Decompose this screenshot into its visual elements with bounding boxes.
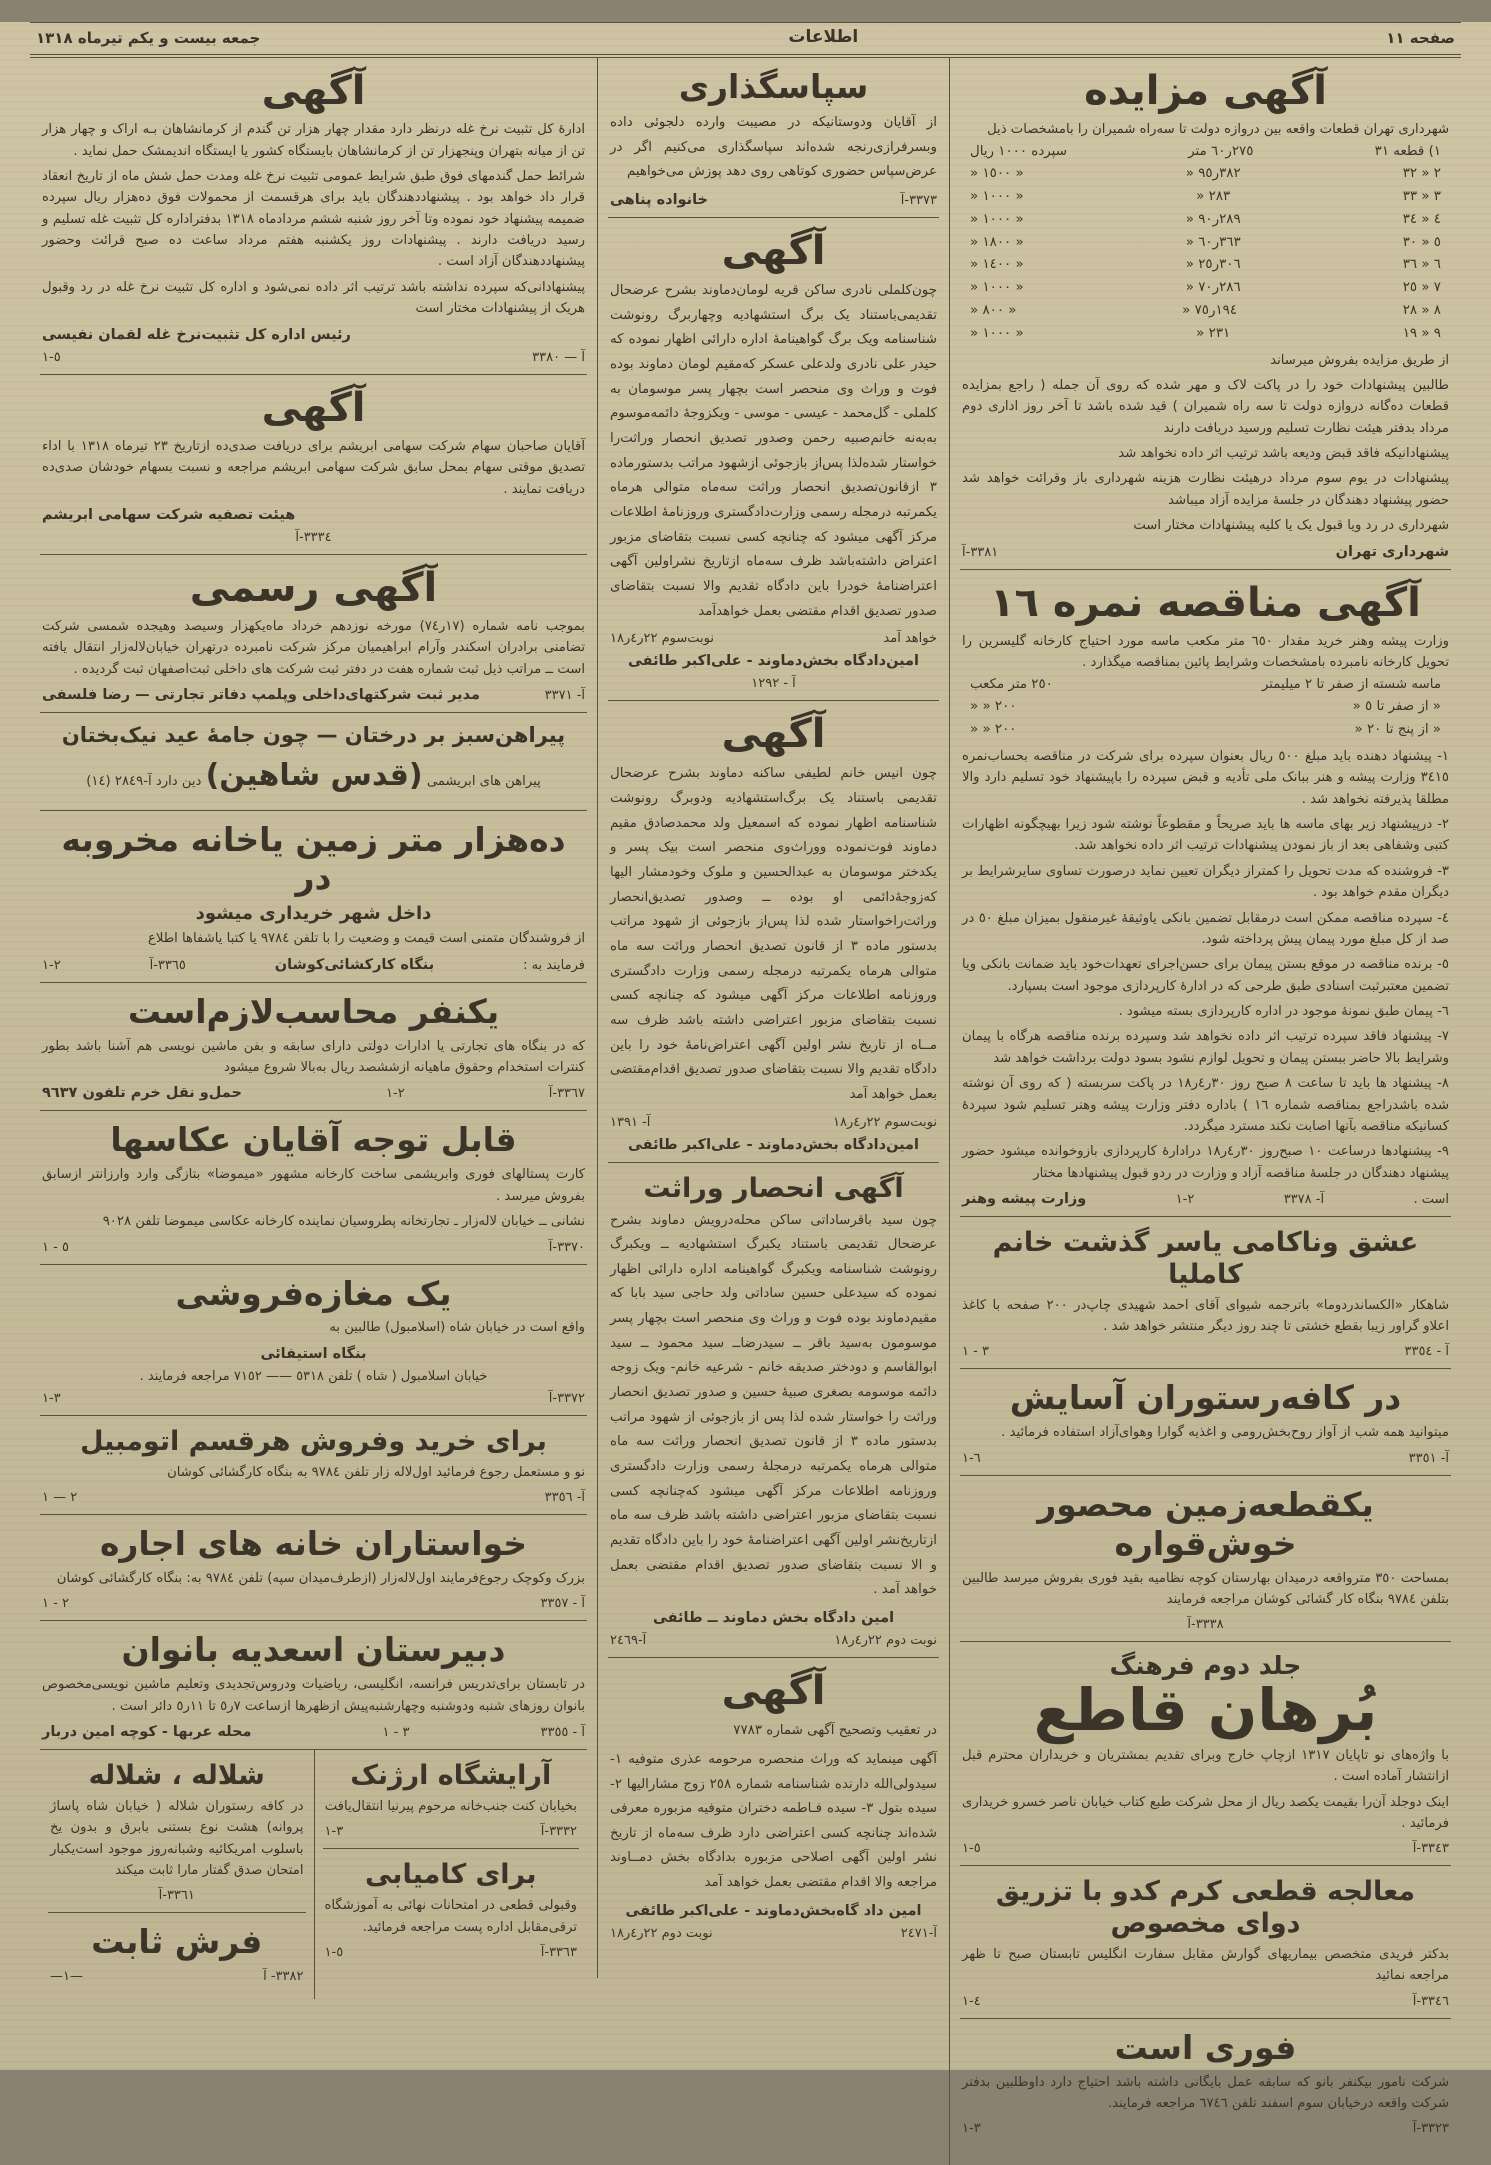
fixed-carpet-ad — [48, 1913, 306, 1993]
footer-item: آ- ١٣٩١ — [610, 1114, 651, 1130]
ad-text-line: بزرک وکوچک رجوع‌فرمایند اول‌لاله‌زار (ازطرف‌میدان سپه) تلفن ٩٧٨٤ به: بنگاه کارگشائی کوشان — [56, 1571, 585, 1587]
correction-notice-2471 — [608, 1658, 939, 1950]
ad-footer — [962, 1617, 1449, 1632]
sub-column — [40, 1750, 314, 1999]
rental-houses-ad — [40, 1515, 587, 1621]
column-middle — [597, 58, 949, 1978]
ad-text-line: با واژه‌های نو تاپایان ١٣١٧ ازچاپ خارج وبرای تقدیم بمشتریان و خریداران محترم قبل ازانتشار آماده است . — [962, 1747, 1450, 1785]
ad-text-line: واقع است در خیابان شاه (اسلامبول) طالبین به — [329, 1320, 585, 1336]
footer-item: ٢ - ١ — [42, 1596, 69, 1612]
ad-text-line: ادارهٔ کل تثبیت نرخ غله درنظر دارد مقدار چهار هزار تن گندم از کرمانشاهان بـه اراک و چهار هزار تن از میانه بتهران وپنجهزار تن از کرمانشاهان بایستگاه کشور یا ایستگاه اندیمشک حمل نماید . — [42, 122, 585, 159]
footer-item: خیابان اسلامبول ( شاه ) تلفن ٥٣١٨ —— ٧١٥٢ مراجعه فرمایند . — [139, 1368, 488, 1384]
table-cell: ٢٨٦ر٧٠ « — [1185, 280, 1241, 296]
table-cell: « ١٠٠٠ « — [970, 211, 1024, 227]
ad-text-line: آقایان صاحبان سهام شرکت سهامی ابریشم برای دریافت صدی‌ده ازتاریخ ٢٣ تیرماه ١٣١٨ با اداء تصدیق موقتی سهام بمحل سابق شرکت سهامی ابریشم مراجعه و نسبت بسهام خودشان صدی‌ده دریافت نمایند . — [42, 438, 585, 497]
table-cell: « از پنج تا ٢٠ « — [1354, 722, 1441, 738]
ad-text-line: در کافه رستوران شلاله ( خیابان شاه پاساژ پروانه) هشت نوع بستنی بابرق و بدون یخ باسلوب امریکائیه وشبانه‌روز موجود است‌یکبار امتحان صدق گفتار مارا ثابت میکند — [50, 1798, 304, 1879]
ad-text-line: شهرداری در رد ویا قبول یک یا کلیه پیشنهادات مختار است — [1133, 518, 1449, 534]
footer-item: آ - ٣٣٥٧ — [540, 1596, 585, 1612]
ad-headline: در کافه‌رستوران آسایش — [1009, 1378, 1402, 1418]
table-cell: « ١٨٠٠ « — [970, 234, 1024, 250]
ad-footer — [962, 1191, 1449, 1207]
footer-item: امین‌دادگاه بخش‌دماوند - علی‌اکبر طائفی — [628, 653, 919, 670]
footer-item: ٢ — ١ — [42, 1490, 78, 1506]
ad-headline: برای خرید وفروش هرقسم اتومبیل — [80, 1425, 547, 1457]
footer-item: —١— — [50, 1969, 83, 1985]
ad-headline: سپاسگذاری — [678, 67, 869, 106]
table-cell: سپرده ١٠٠٠ ریال — [970, 143, 1067, 159]
footer-item: آ — ٣٣٨٠ — [532, 349, 585, 365]
silk-company-notice — [40, 375, 587, 555]
ad-headline: آرایشگاه ارژنک — [350, 1760, 552, 1792]
bottom-split-section — [40, 1750, 587, 1999]
footer-item: ٣٣٨٢- آ — [263, 1969, 304, 1985]
table-cell: ماسه شسته از صفر تا ٢ میلیمتر — [1261, 676, 1441, 692]
ad-headline: شلاله ، شلاله — [88, 1760, 265, 1792]
ad-text-line: بموجب نامه شماره (١٧ر٧٤) مورخه نوزدهم خرداد ماه‌یکهزار وسیصد وهیجده شمسی شرکت تضامنی برادران اسکندر وآرام ابراهیمیان مرکز شرکت نامبرده درتهران خیابان‌لاله‌زار انتقال یافته است ــ مراتب ذیل ثبت شماره هفت در دفتر ثبت شرکت های داخلی ثبت‌اصفهان ثبت گردیده . — [42, 619, 585, 677]
footer-item: امین‌دادگاه بخش‌دماوند - علی‌اکبر طائفی — [628, 1136, 919, 1153]
ad-headline: آگهی انحصار وراثت — [643, 1172, 904, 1204]
ad-footer — [962, 2121, 1449, 2136]
footer-item: ٣٣٦٥-آ — [149, 957, 186, 973]
table-cell: ٣٦٣ر٦٠ « — [1185, 234, 1241, 250]
brand-name: (قدس شاهین) — [205, 757, 423, 793]
footer-item: ٣٣٦١-آ — [158, 1888, 195, 1904]
ad-text-line: در تعقیب وتصحیح آگهی شماره ٧٧٨٣ — [733, 1723, 937, 1739]
table-row — [962, 300, 1449, 323]
table-cell: ٢٣١ « — [1196, 325, 1231, 341]
ad-text-line: چون‌کلملی نادری ساکن قریه لومان‌دماوند بشرح عرضحال تقدیمی‌باستناد یک برگ استشهادیه وچهاربرگ رونوشت شناسنامه ویک برگ گواهینامهٔ اداره دارائی اظهار نموده که حیدر علی نادری ولدعلی عسکر که‌مقیم لومان دماوند بوده فوت و وراث وی منحصر است بچهار پسر موسومان به کلملی - گل‌محمد - عیسی - موسی - ویکزوجهٔ دائمه‌موسوم به‌به‌نه خانم‌صبیه رحمن وصدور تصدیق انحصار وراثت‌را خواستار شده‌لذا پس‌از بازجوئی ازشهود مراتب بدستورماده ٣ ازقانون‌تصدیق انحصار وراثت سه‌ماه متوالی هرماه یکمرتبه درمجله رسمی وزارت‌دادگستری وروزنامهٔ اطلاعات مرکز آگهی میشود که چنانچه کسی نسبت بتقاضای مزبور اعتراض داشته‌باشد ظرف سه‌ماه ازتاریخ نشراولین آگهی اعتراضنامهٔ خودرا باین دادگاه تقدیم والا نسبت بتقاضای صدور تصدیق اقدام مقتضی بعمل خواهدآمد — [610, 283, 937, 619]
ad-footer — [610, 631, 937, 646]
footer-item: ٢-١ — [386, 1086, 405, 1102]
ad-text-line: ٨- پیشنهاد ها باید تا ساعت ٨ صبح روز ٣٠ر٤ر١٨ در پاکت سربسته ( که روی آن نوشته شده باشدراجع بمناقصه شماره ١٦ ) باداره دفتر وزارت پیشه وهنر تسلیم شود سپردهٔ کسانیکه مناقصه بآنها اصابت نکند مسترد میگردد. — [962, 1076, 1449, 1134]
ad-footer — [610, 192, 937, 208]
ad-headline: آگهی رسمی — [189, 564, 438, 611]
table-cell: ٢٥٠ متر مکعب — [970, 676, 1053, 692]
footer-item: آ - ١٢٩٢ — [751, 676, 796, 692]
ad-text-line: طالبین پیشنهادات خود را در پاکت لاک و مهر شده که روی آن جمله ( راجع بمزایده قطعات ده‌گانه دروازه دولت تا سه راه شمیران ) قید شده باشد تا آخر روز اداری دوم مرداد بدفتر هیئت نظارت تسلیم ورسید دریافت دارند — [962, 377, 1449, 436]
footer-item: ٣٣٤٦-آ — [1412, 1993, 1449, 2009]
footer-item: ٣-١ — [42, 1390, 61, 1406]
shalaleh-icecream-ad — [48, 1750, 306, 1913]
footer-item: امین دادگاه بخش دماوند ــ طائفی — [652, 1610, 895, 1627]
footer-item: ٣٣٦٣-آ — [540, 1944, 577, 1960]
columns-wrapper — [30, 58, 1461, 2165]
camellia-book-ad — [960, 1217, 1451, 1369]
footer-item: ٣٣٧٣-آ — [900, 192, 937, 208]
table-cell: ٣ « ٣٣ — [1402, 189, 1441, 205]
newspaper-title: اطلاعات — [788, 27, 859, 47]
ad-footer — [325, 1945, 578, 1960]
ad-text-line: ٤- سپرده مناقصه ممکن است درمقابل تضمین بانکی یاوثیقهٔ غیرمنقول بمیزان مبلغ ٥٠ در صد از کل مبلغ مورد پیمان پیش پرداخته شود. — [962, 910, 1450, 947]
ad-text-line: شرائط حمل گندمهای فوق طبق شرایط عمومی تثبیت نرخ غله ومدت حمل شش ماه از تاریخ انعقاد قرار داد خواهد بود . پیشنهاددهندگان باید برای هرقسمت از محمولات فوق ده‌هزار ریال سپرده ضمیمه پیشنهاد خود نموده وتا آخر روز شنبه ششم مردادماه ١٣١٨ بدفتراداره کل تثبیت غله تسلیم و رسید دریافت دارند . پیشنهادات روز یکشنبه هفتم مرداد ساعت ده صبح قرائت وحضور پیشنهاددهندگان آزاد است . — [42, 168, 585, 270]
ad-text-line: ٧- پیشنهاد فاقد سپرده ترتیب اثر داده نخواهد شد وسپرده برنده مناقصه هرگاه با پیمان وشرایط بالا حاضر ببستن پیمان و تحویل لوازم نشود بسود دولت برداشت خواهد شد — [962, 1029, 1449, 1066]
footer-item: خانواده پناهی — [610, 191, 708, 208]
table-row — [962, 254, 1449, 277]
newspaper-page — [0, 22, 1491, 2137]
footer-item: نوبت‌سوم ٢٢ر٤ر١٨ — [610, 631, 714, 647]
footer-item: آ- ٣٣٧١ — [544, 688, 585, 704]
ad-text-line: شرکت نامور بیکنفر بانو که سابقه عمل بایگانی داشته باشد احتیاج دارد داوطلبین بدفتر شرکت واقعه درخیابان سوم اسفند تلفن ٦٧٤٦ مراجعه فرمایند. — [962, 2074, 1449, 2112]
footer-item: آ - ٣٣٥٥ — [540, 1725, 585, 1741]
ad-text-line: بدکتر فریدی متخصص بیماریهای گوارش مقابل سفارت انگلیس تابستان صبح تا ظهر مراجعه نمائید — [962, 1947, 1449, 1984]
footer-item: ٣٣٧٢-آ — [548, 1390, 585, 1406]
official-registry-notice — [40, 555, 587, 713]
urgent-ad — [960, 2019, 1451, 2146]
ad-headline: دبیرستان اسعدیه بانوان — [121, 1630, 506, 1670]
footer-item: آ - ٣٣٥٤ — [1404, 1344, 1449, 1360]
ad-footer — [962, 544, 1449, 560]
footer-item: مدیر ثبت شرکتهای‌داخلی وپلمپ دفاتر تجارتی — رضا فلسفی — [42, 687, 480, 704]
footer-item: ٦-١ — [962, 1450, 981, 1466]
ad-headline: بُرهان قاطع — [1033, 1675, 1378, 1744]
table-cell: ٤ « ٣٤ — [1402, 211, 1441, 227]
shop-for-sale-ad — [40, 1265, 587, 1416]
ad-text-line: آگهی مینماید که وراث منحصره مرحومه عذری متوفیه ١-سیدولی‌الله دارنده شناسنامه شماره ٢٥٨ زوج مشارالیها ٢- سیده بتول ٣- سیده فـاطمه دختران متوفیه مزبوره معرفی شده‌اند چنانچه کسی اعتراضی دارد ظرف سه‌ماه از تاریخ نشر اولین آگهی اصلاحی مزبوره بدادگاه بخش دمــاوند مراجعه والا اقدام مقتضی بعمل خواهد آمد — [610, 1751, 938, 1891]
table-cell: ٧ « ٢٥ — [1402, 280, 1441, 296]
table-row — [962, 323, 1449, 346]
footer-item: فرمایند به : — [523, 957, 585, 973]
ad-headline: یک مغازه‌فروشی — [175, 1273, 452, 1313]
table-cell: « ١٤٠٠ « — [970, 257, 1024, 273]
table-cell: ٦ « ٣٦ — [1402, 257, 1441, 273]
ad-headline: آگهی مناقصه نمره ١٦ — [990, 579, 1421, 626]
ad-headline: پیراهن‌سبز بر درختان — چون جامهٔ عید نیک‌بختان — [61, 723, 566, 748]
table-cell: ١٩٤ر٧٥ « — [1182, 303, 1238, 319]
ad-footer — [42, 1369, 585, 1384]
tapeworm-treatment-ad — [960, 1866, 1451, 2018]
footer-item: ٣ - ١ — [962, 1344, 989, 1360]
footer-item: نوبت دوم ٢٢ر٤ر١٨ — [834, 1633, 937, 1649]
table-cell: « از صفر تا ٥ « — [1352, 699, 1441, 715]
ad-footer — [962, 1841, 1449, 1856]
ad-headline: برای کامیابی — [364, 1859, 537, 1891]
ad-text-line: اینک دوجلد آن‌را بقیمت یکصد ریال از محل شرکت طبع کتاب خیابان ناصر خسرو خریداری فرمائید . — [962, 1794, 1449, 1831]
table-cell: ٢ « ٣٢ — [1402, 166, 1441, 182]
footer-item: ٥-١ — [42, 349, 61, 365]
ad-headline: آگهی — [721, 1668, 826, 1715]
ad-text-line: پیشنهادات در یوم سوم مرداد درهیئت نظارت هزینه شهرداری باز وقرائت خواهد شد حضور پیشنهاد دهندگان در جلسهٔ مزایده آزاد میباشد — [962, 471, 1449, 508]
ad-headline: آگهی — [261, 68, 366, 114]
footer-item: ٣٣٧٠-آ — [548, 1239, 585, 1255]
footer-item: ٢-١ — [1175, 1192, 1195, 1207]
footer-item: نوبت‌سوم ٢٢ر٤ر١٨ — [833, 1114, 937, 1130]
ad-footer — [42, 1596, 585, 1611]
ad-text-line: میتوانید همه شب از آواز روح‌بخش‌رومی و اغذیه گوارا وهوای‌آزاد استفاده فرمائید . — [1001, 1425, 1449, 1441]
car-trade-ad — [40, 1416, 587, 1515]
footer-item: بنگاه کارکشائی‌کوشان — [274, 956, 435, 973]
ad-footer — [50, 1969, 304, 1984]
ad-footer — [42, 1391, 585, 1406]
footer-item: آ-٢٤٦٩ — [610, 1633, 647, 1649]
ad-footer — [42, 507, 585, 523]
ad-text-line: که در بنگاه های تجارتی یا ادارات دولتی دارای سابقه و بفن ماشین نویسی هم آشنا باشد بطور کنترات استخدام وحقوق ماهیانه ازششصد ریال به‌بالا شروع میشود — [42, 1038, 585, 1076]
ad-footer — [42, 687, 585, 703]
ad-footer — [42, 1346, 585, 1362]
ad-text-line: ٥- برنده مناقصه در موقع بستن پیمان برای حسن‌اجرای تعهدات‌خود باید ضمانت بانکی ویا تضمین معتبرثبت اسنادی طبق طرحی که در ادارهٔ کارپردازی موجود است بسپارد. — [962, 957, 1449, 994]
footer-item: شهرداری تهران — [1335, 543, 1449, 560]
column-left — [30, 58, 597, 2019]
table-cell: ٨ « ٢٨ — [1402, 303, 1441, 319]
footer-item: ٣٣٤٣-آ — [1412, 1841, 1449, 1857]
ad-text-line: ٩- پیشنهادها درساعت ١٠ صبح‌روز ٣٠ر٤ر١٨ درادارهٔ کارپردازی بازوخوانده میشود حضور پیشنهاد دهندگان در جلسهٔ مناقصه آزاد و وزارت در ردو قبول پیشنهادها مختار — [962, 1144, 1449, 1181]
table-cell: « ١٥٠٠ « — [970, 166, 1024, 182]
footer-item: ٣-١ — [962, 2121, 981, 2137]
table-row — [962, 186, 1449, 209]
ad-text-line: از طریق مزایده بفروش میرساند — [1270, 352, 1449, 368]
ad-footer — [42, 350, 585, 365]
table-row — [962, 209, 1449, 232]
ad-footer — [42, 1490, 585, 1505]
ad-text-line: پیشنهادانی‌که سپرده نداشته باشد ترتیب اثر داده نمی‌شود و اداره کل تثبیت نرخ غله در رد وقبول هریک از پیشنهادات مختار است — [42, 279, 585, 317]
ad-footer — [610, 653, 937, 669]
tender-16-notice — [960, 570, 1451, 1217]
sub-column — [314, 1750, 588, 1999]
page-header — [30, 22, 1461, 58]
ad-footer — [42, 1240, 585, 1255]
ad-text-line: شاهکار «الکساندردوما» باترجمه شیوای آقای احمد شهیدی چاپ‌در ٢٠٠ صفحه با کاغذ اعلاو گراور زیبا بقطع خشتی تا چند روز دیگر منتشر خواهد شد . — [962, 1297, 1449, 1335]
ad-headline: قابل توجه آقایان عکاسها — [110, 1120, 517, 1160]
borhan-qate-book-ad — [960, 1642, 1451, 1866]
footer-item: ٥-١ — [324, 1944, 344, 1960]
footer-item: وزارت پیشه وهنر — [962, 1191, 1087, 1207]
ad-text-line: شهرداری تهران قطعات واقعه بین دروازه دولت تا سه‌راه شمیران را بامشخصات ذیل — [987, 122, 1449, 138]
footer-item: ٤-١ — [962, 1993, 981, 2009]
ad-pre-headline: جلد دوم فرهنگ — [1109, 1651, 1302, 1681]
ad-text-line: از فروشندگان متمنی است قیمت و وضعیت را با تلفن ٩٧٨٤ یا کتبا یاشفاها اطلاع — [147, 931, 585, 947]
ad-footer — [610, 1137, 937, 1153]
footer-item: ٣٣٨١-آ — [962, 544, 999, 560]
ad-footer — [962, 1994, 1449, 2009]
ad-mixed-line — [42, 752, 585, 801]
ad-text-line: وقبولی قطعی در امتحانات نهائی به آموزشگاه ترقی‌مقابل اداره پست مراجعه فرمائید. — [324, 1898, 577, 1935]
table-cell: ٥ « ٣٠ — [1402, 234, 1441, 250]
ad-headline: یکنفر محاسب‌لازم‌است — [127, 991, 500, 1031]
table-row — [962, 232, 1449, 255]
ad-text-line: نشانی ــ خیابان لاله‌زار ـ تجارتخانه پطروسیان نماینده کارخانه عکاسی میموضا تلفن ٩٠٢٨ — [102, 1214, 585, 1230]
ad-headline: معالجه قطعی کرم کدو با تزریق دوای مخصوص — [995, 1876, 1416, 1940]
ad-text-line: ٢- درپیشنهاد زیر بهای ماسه ها باید صریحاً و مقطوعاً نوشته شود زیرا بهیچگونه اظهارات کتبی وشفاهی بعد از باز نمودن پیشنهادات ترتیب اثر داده نخواهد شد. — [962, 817, 1449, 854]
table-cell: ١) قطعه ٣١ — [1374, 143, 1441, 159]
ad-footer — [42, 957, 585, 973]
ad-text-line: چون سید باقرساداتی ساکن محله‌درویش دماوند بشرح عرضحال تقدیمی باستناد یکبرگ استشهادیه ــ ویکبرگ رونوشت شناسنامه ویکبرگ گواهینامه اداره دارائی اظهار نموده که سیدعلی حسین ساداتی ولد حاجی سید بابا که مقیم‌دماوند بوده فوت و وراث وی منحصر است بچهار پسر موسومون به‌سید باقر ــ سیدرضاــ سید محمود ــ سید ابوالقاسم و دودختر صدیقه خانم - شرعیه خانم- ویک زوجه دائمه موسومه بصغری صبیهٔ حسین و صدور تصدیق انحصار وراثت را خواستار شده لذا پس از بازجوئی از شهود مراتب بدستور ماده ٣ از قانون تصدیق انحصار وراثت سه ماه متوالی هرماه یکمرتبه درمجلهٔ رسمی وزارت دادگستری وروزنامه اطلاعات مرکز آگهی میشود که‌چنانچه کسی نسبت بتقاضای مزبور اعتراضی داشته باشد ظرف سه ماه ازتاریخ‌نشر اولین آگهی اعتراضنامهٔ خود را باین دادگاه تقدیم و الا نسبت بتقاضای صدور تصدیق اقدام مقتضی بعمل خواهد آمد . — [610, 1212, 937, 1598]
footer-item: محله عربها - کوچه امین دربار — [42, 1724, 252, 1741]
accountant-wanted-ad — [40, 983, 587, 1112]
footer-item: ٣٣٣٢-آ — [540, 1824, 577, 1840]
footer-item: آ- ٣٣٥٦ — [544, 1490, 585, 1506]
column-right — [949, 58, 1461, 2165]
table-cell: « ٨٠٠ « — [970, 303, 1017, 319]
issue-date: جمعه بیست و یکم تیرماه ١٣١٨ — [36, 29, 261, 47]
ad-headline: یکقطعه‌زمین محصور خوش‌قواره — [1037, 1484, 1374, 1563]
table-cell: ٢٨٩ر٩٠ « — [1185, 211, 1241, 227]
table-cell: ٣٨٢ر٩٥ « — [1185, 166, 1241, 182]
table-cell: ٩ « ١٩ — [1402, 325, 1441, 341]
ad-headline: آگهی مزایده — [1084, 68, 1327, 114]
ad-text-line: از آقایان ودوستانیکه در مصیبت وارده دلجوئی داده وبسرفرازی‌رنجه شده‌اند سپاسگذاری می‌کنیم اگر در عرض‌سپاس حضوری کوتاهی روی دهد پوزش می‌خواهیم — [610, 114, 937, 180]
ad-footer — [50, 1888, 304, 1903]
asadieh-school-ad — [40, 1621, 587, 1750]
table-cell: ٢٠٠ « « — [970, 722, 1017, 738]
land-parcel-ad — [960, 1476, 1451, 1643]
split-section — [40, 1750, 587, 1999]
table-row — [962, 696, 1449, 719]
table-row — [962, 674, 1449, 697]
footer-item: رئیس اداره کل تثبیت‌نرخ غله لقمان نفیسی — [42, 326, 351, 343]
ad-headline: فرش ثابت — [91, 1922, 263, 1962]
photographers-notice — [40, 1111, 587, 1264]
table-cell: ٣٠٦ر٢٥ « — [1185, 257, 1241, 273]
table-row — [962, 719, 1449, 742]
text-after: دین دارد آ-٢٨٤٩ (١٤) — [86, 773, 206, 789]
table-row — [962, 163, 1449, 186]
footer-item: ٥-١ — [962, 1841, 981, 1857]
footer-item: ٢-١ — [42, 957, 61, 973]
asayesh-cafe-ad — [960, 1369, 1451, 1475]
grain-transport-tender — [40, 58, 587, 375]
ad-footer — [610, 676, 937, 691]
qods-shahin-shirts-ad — [40, 713, 587, 810]
ad-text-line: در تابستان برای‌تدریس فرانسه، انگلیسی، ریاضیات ودروس‌تجدیدی وتعلیم ماشین نویسی‌مخصوص بانوان روزهای شنبه ودوشنبه وچهارشنبه‌پیش ازظهرها ازساعت ٧ر٥ تا ١١ر٥ دائر است . — [42, 1677, 585, 1714]
table-row — [962, 277, 1449, 300]
footer-item: ٣٣٣٨-آ — [1187, 1617, 1224, 1633]
ad-text-line: نو و مستعمل رجوع فرمائید اول‌لاله زار تلفن ٩٧٨٤ به بنگاه کارگشائی کوشان — [167, 1464, 585, 1480]
ad-text-line: بمساحت ٣٥٠ مترواقعه درمیدان بهارستان کوچه نظامیه بقید فوری بفروش میرسد طالبین بتلفن ٩٧٨٤ بنگاه کار گشائی کوشان مراجعه فرمایند — [962, 1570, 1449, 1608]
ad-footer — [610, 1633, 937, 1648]
ad-footer — [42, 530, 585, 545]
table-cell: « ١٠٠٠ « — [970, 325, 1024, 341]
arjanak-salon-ad — [323, 1750, 580, 1849]
land-purchase-ad — [40, 811, 587, 983]
ad-headline: آگهی — [721, 227, 826, 274]
ad-headline: عشق وناکامی یاسر گذشت خانم کاملیا — [992, 1227, 1419, 1290]
footer-item: ٣٣٣٤-آ — [295, 529, 332, 545]
footer-item: آ-٢٤٧١ — [900, 1925, 937, 1941]
footer-item: ٥ - ١ — [42, 1239, 69, 1255]
inheritance-notice-2469 — [608, 1163, 939, 1658]
thanks-notice — [608, 58, 939, 218]
ad-headline: خواستاران خانه های اجاره — [99, 1524, 528, 1564]
ad-text-line: وزارت پیشه وهنر خرید مقدار ٦٥٠ متر مکعب ماسه مورد احتیاج کارخانه گلیسرین را تحویل کارخانه نامبرده بامشخصات وشرایط پائین بمناقصه میگذارد . — [962, 633, 1450, 671]
footer-item: نوبت دوم ٢٢ر٤ر١٨ — [610, 1925, 713, 1941]
ad-text-line: پیشنهادانیکه فاقد قبض ودیعه باشد ترتیب اثر داده نخواهد شد — [1118, 446, 1449, 462]
ad-footer — [325, 1824, 578, 1839]
table-cell: « ١٠٠٠ « — [970, 189, 1024, 205]
footer-item: حمل‌و نقل خرم تلفون ٩٦٣٧ — [42, 1085, 242, 1102]
footer-item: است . — [1413, 1192, 1449, 1207]
table-cell: ٢٨٣ « — [1196, 189, 1231, 205]
success-school-ad — [323, 1849, 580, 1969]
ad-text-line: ١- پیشنهاد دهنده باید مبلغ ٥٠٠ ریال بعنوان سپرده برای شرکت در مناقصه بحساب‌نمره ٣٤١٥ وزارت پیشه و هنر ببانک ملی تأدیه و قبض سپرده را باپیشنهاد خود تسلیم دارد والا مطلقا پذیرفته نخواهد شد . — [962, 748, 1449, 807]
ad-footer — [42, 1085, 585, 1101]
ad-sub-headline: داخل شهر خریداری میشود — [195, 903, 432, 925]
ad-text-line: بخیابان کنت جنب‌خانه مرحوم پیرنیا انتقال‌یافت — [324, 1798, 577, 1814]
footer-item: امین داد گاه‌بخش‌دماوند - علی‌اکبر طائفی — [625, 1902, 922, 1919]
ad-headline: آگهی — [721, 711, 826, 758]
footer-item: بنگاه استیفائی — [260, 1345, 367, 1362]
table-cell: ٢٧٥ر٦٠ متر — [1188, 143, 1254, 159]
footer-item: آ- ٣٣٥١ — [1408, 1450, 1449, 1466]
ad-footer — [42, 1724, 585, 1740]
footer-item: ٣ - ١ — [382, 1725, 410, 1741]
ad-headline: آگهی — [261, 384, 366, 431]
ad-headline: فوری است — [1114, 2027, 1297, 2067]
ad-text-line: ٦- پیمان طبق نمونهٔ موجود در اداره کارپردازی بسته میشود . — [1118, 1004, 1449, 1019]
table-cell: ٢٠٠ « « — [970, 699, 1017, 715]
footer-item: ٣-١ — [324, 1824, 344, 1840]
ad-headline: ده‌هزار متر زمین یاخانه مخروبه در — [61, 819, 566, 898]
page-number: صفحه ١١ — [1386, 29, 1455, 47]
ad-footer — [610, 1115, 937, 1130]
ad-footer — [962, 1344, 1449, 1359]
ad-footer — [610, 1926, 937, 1941]
ad-footer — [610, 1903, 937, 1919]
text-before: پیراهن های ابریشمی — [422, 773, 541, 789]
ad-footer — [962, 1451, 1449, 1466]
inheritance-notice-1391 — [608, 701, 939, 1162]
ad-footer — [42, 327, 585, 343]
ad-text-line: کارت پستالهای فوری وابریشمی ساخت کارخانه مشهور «میموضا» بتازگی وارد وارزانتر ازسابق بفروش میرسد . — [42, 1167, 585, 1204]
footer-item: هیئت تصفیه شرکت سهامی ابریشم — [42, 506, 296, 523]
auction-notice — [960, 58, 1451, 570]
table-cell: « ١٠٠٠ « — [970, 280, 1024, 296]
footer-item: آ- ٣٣٧٨ — [1283, 1192, 1325, 1207]
ad-text-line: ٣- فروشنده که مدت تحویل را کمتراز دیگران تعیین نماید درصورت تساوی سایرشرایط بر دیگران مقدم خواهد بود . — [962, 863, 1449, 901]
footer-item: خواهد آمد — [883, 631, 937, 647]
ad-text-line: چون انیس خانم لطیفی ساکنه دماوند بشرح عرضحال تقدیمی باستناد یک برگ‌استشهادیه ودوبرگ رونوشت شناسنامه اظهار نموده که اسمعیل ولد محمدصادق مقیم دماوند فوت‌نموده ووراث‌وی منحصر است بیک پسر و یکدختر موسومان به عبدالحسین و ملوک وخودمشار الیها که‌زوجهٔ‌دائمی او بوده ــ وصدور تصدیق‌انحصار وراثت‌راخواستار شده لذا پس‌از بازجوئی از شهود مراتب بدستور ماده ٣ از قانون تصدیق انحصار وراثت سه ماه متوالی هرماه یکمرتبه درمجله رسمی وزارت دادگستری وروزنامه اطلاعات مرکز آگهی میشود که چنانچه کسی نسبت بتقاضای مزبور اعتراضی داشته باشد ظرف سه مــاه از تاریخ نشر اولین آگهی اعتراض‌نامهٔ خود را باین دادگاه تقدیم والا نسبت بتقاضای صدور تصدیق اقدام‌مقتضی بعمل خواهد آمد — [610, 766, 937, 1102]
footer-item: ٣٣٦٧-آ — [548, 1086, 585, 1102]
table-row — [962, 141, 1449, 164]
ad-footer — [610, 1610, 937, 1626]
inheritance-notice-1292 — [608, 218, 939, 701]
footer-item: ٣٣٢٣-آ — [1412, 2121, 1449, 2137]
